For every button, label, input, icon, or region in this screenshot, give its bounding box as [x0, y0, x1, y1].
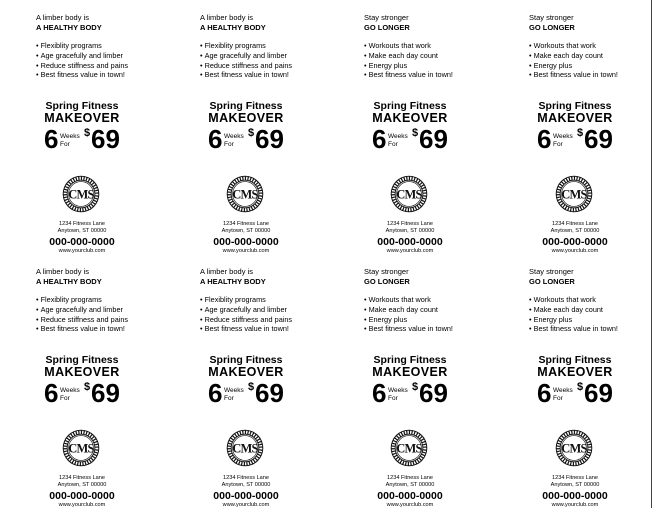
- street-address: 1234 Fitness Lane: [386, 221, 434, 227]
- weeks-for-label: [224, 387, 244, 402]
- benefit-item: • Age gracefully and limber: [36, 305, 128, 315]
- currency-symbol: $: [577, 381, 584, 393]
- price-amount: 69: [255, 124, 284, 154]
- price-amount: 69: [584, 378, 613, 408]
- benefit-item: • Workouts that work: [364, 41, 453, 51]
- street-address: 1234 Fitness Lane: [222, 475, 270, 481]
- phone-number: 000-000-0000: [377, 490, 443, 502]
- club-logo-icon: [62, 175, 100, 213]
- website-url: www.yourclub.com: [551, 502, 599, 508]
- weeks-for-label: [60, 133, 80, 148]
- promo-title: Spring Fitness: [538, 354, 612, 366]
- for-label: For: [553, 394, 563, 402]
- benefit-item: • Best fitness value in town!: [36, 324, 128, 334]
- weeks-for-label: [388, 133, 408, 148]
- weeks-label: Weeks: [388, 387, 408, 394]
- weeks-label: Weeks: [60, 387, 80, 394]
- logo-monogram: CMS: [396, 441, 422, 456]
- benefit-item: • Flexiblity programs: [200, 295, 292, 305]
- for-label: For: [60, 140, 70, 148]
- benefit-item: • Best fitness value in town!: [36, 70, 128, 80]
- street-address: 1234 Fitness Lane: [58, 221, 106, 227]
- for-label: For: [60, 394, 70, 402]
- phone-number: 000-000-0000: [542, 490, 608, 502]
- for-label: For: [388, 394, 398, 402]
- phone-number: 000-000-0000: [49, 236, 115, 248]
- street-address: 1234 Fitness Lane: [386, 475, 434, 481]
- club-logo: [62, 175, 100, 213]
- price-offer: [364, 126, 456, 152]
- promo-title: Spring Fitness: [45, 354, 119, 366]
- logo-monogram: CMS: [561, 441, 587, 456]
- city-line: Anytown, ST 00000: [57, 228, 107, 234]
- benefit-item: • Flexiblity programs: [36, 295, 128, 305]
- headline-line-2: A HEALTHY BODY: [36, 23, 102, 32]
- promo-block: [529, 100, 621, 152]
- city-line: Anytown, ST 00000: [385, 482, 435, 488]
- club-logo-icon: [555, 175, 593, 213]
- benefit-item: • Age gracefully and limber: [200, 305, 292, 315]
- website-url: www.yourclub.com: [58, 502, 106, 508]
- promo-subtitle: MAKEOVER: [372, 111, 448, 125]
- phone-number: 000-000-0000: [213, 236, 279, 248]
- street-address: 1234 Fitness Lane: [551, 475, 599, 481]
- benefit-list: [36, 295, 128, 334]
- benefit-item: • Energy plus: [529, 61, 618, 71]
- flyer-card: [36, 267, 196, 517]
- contact-block: [364, 221, 456, 255]
- benefit-item: • Age gracefully and limber: [36, 51, 128, 61]
- benefit-list: [364, 295, 453, 334]
- benefit-list: [200, 295, 292, 334]
- for-label: For: [224, 140, 234, 148]
- promo-title: Spring Fitness: [538, 100, 612, 112]
- headline-line-1: Stay stronger: [364, 267, 409, 276]
- promo-subtitle: MAKEOVER: [208, 111, 284, 125]
- weeks-number: 6: [44, 378, 59, 408]
- benefit-list: [529, 295, 618, 334]
- for-label: For: [553, 140, 563, 148]
- benefit-item: • Workouts that work: [364, 295, 453, 305]
- benefit-item: • Best fitness value in town!: [364, 70, 453, 80]
- currency-symbol: $: [412, 381, 419, 393]
- club-logo-icon: [555, 429, 593, 467]
- benefit-item: • Workouts that work: [529, 41, 618, 51]
- price-offer: [36, 126, 128, 152]
- city-line: Anytown, ST 00000: [550, 228, 600, 234]
- benefit-item: • Best fitness value in town!: [529, 324, 618, 334]
- promo-block: [36, 354, 128, 406]
- street-address: 1234 Fitness Lane: [551, 221, 599, 227]
- currency-symbol: $: [577, 127, 584, 139]
- weeks-number: 6: [372, 378, 387, 408]
- currency-symbol: $: [248, 127, 255, 139]
- promo-subtitle: MAKEOVER: [537, 365, 613, 379]
- benefit-list: [36, 41, 128, 80]
- club-logo-icon: [62, 429, 100, 467]
- promo-title: Spring Fitness: [45, 100, 119, 112]
- promo-block: [200, 100, 292, 152]
- contact-block: [529, 475, 621, 509]
- promo-block: [36, 100, 128, 152]
- promo-block: [364, 100, 456, 152]
- weeks-label: Weeks: [224, 387, 244, 394]
- currency-symbol: $: [248, 381, 255, 393]
- currency-symbol: $: [412, 127, 419, 139]
- benefit-item: • Energy plus: [364, 315, 453, 325]
- currency-symbol: $: [84, 127, 91, 139]
- benefit-item: • Best fitness value in town!: [529, 70, 618, 80]
- benefit-item: • Reduce stiffness and pains: [200, 315, 292, 325]
- logo-monogram: CMS: [232, 441, 258, 456]
- weeks-label: Weeks: [60, 133, 80, 140]
- headline-line-1: A limber body is: [36, 267, 89, 276]
- website-url: www.yourclub.com: [222, 502, 270, 508]
- price-offer: [529, 380, 621, 406]
- headline-line-2: A HEALTHY BODY: [200, 23, 266, 32]
- website-url: www.yourclub.com: [58, 248, 106, 254]
- promo-block: [364, 354, 456, 406]
- promo-title: Spring Fitness: [373, 100, 447, 112]
- headline-line-1: A limber body is: [200, 13, 253, 22]
- club-logo-icon: [390, 175, 428, 213]
- weeks-number: 6: [537, 124, 552, 154]
- flyer-card: [529, 13, 658, 263]
- benefit-item: • Flexiblity programs: [200, 41, 292, 51]
- headline-line-2: A HEALTHY BODY: [200, 277, 266, 286]
- promo-title: Spring Fitness: [209, 100, 283, 112]
- flyer-card: [364, 13, 524, 263]
- weeks-for-label: [60, 387, 80, 402]
- for-label: For: [224, 394, 234, 402]
- city-line: Anytown, ST 00000: [221, 228, 271, 234]
- city-line: Anytown, ST 00000: [550, 482, 600, 488]
- promo-subtitle: MAKEOVER: [537, 111, 613, 125]
- club-logo: [555, 429, 593, 467]
- benefit-item: • Make each day count: [364, 51, 453, 61]
- club-logo-icon: [226, 429, 264, 467]
- price-amount: 69: [91, 378, 120, 408]
- contact-block: [200, 221, 292, 255]
- price-offer: [200, 380, 292, 406]
- benefit-item: • Reduce stiffness and pains: [36, 315, 128, 325]
- promo-subtitle: MAKEOVER: [44, 111, 120, 125]
- benefit-item: • Energy plus: [364, 61, 453, 71]
- street-address: 1234 Fitness Lane: [58, 475, 106, 481]
- benefit-item: • Best fitness value in town!: [200, 70, 292, 80]
- contact-block: [36, 221, 128, 255]
- benefit-list: [364, 41, 453, 80]
- price-amount: 69: [91, 124, 120, 154]
- city-line: Anytown, ST 00000: [221, 482, 271, 488]
- weeks-for-label: [553, 387, 573, 402]
- street-address: 1234 Fitness Lane: [222, 221, 270, 227]
- price-offer: [364, 380, 456, 406]
- logo-monogram: CMS: [68, 187, 94, 202]
- club-logo: [390, 175, 428, 213]
- benefit-item: • Reduce stiffness and pains: [36, 61, 128, 71]
- price-amount: 69: [255, 378, 284, 408]
- headline-line-2: GO LONGER: [529, 277, 575, 286]
- flyer-card: [364, 267, 524, 517]
- city-line: Anytown, ST 00000: [385, 228, 435, 234]
- phone-number: 000-000-0000: [542, 236, 608, 248]
- weeks-number: 6: [537, 378, 552, 408]
- weeks-for-label: [224, 133, 244, 148]
- contact-block: [200, 475, 292, 509]
- weeks-for-label: [553, 133, 573, 148]
- price-amount: 69: [419, 124, 448, 154]
- weeks-label: Weeks: [553, 387, 573, 394]
- phone-number: 000-000-0000: [49, 490, 115, 502]
- promo-block: [200, 354, 292, 406]
- headline-line-1: Stay stronger: [529, 267, 574, 276]
- benefit-item: • Best fitness value in town!: [200, 324, 292, 334]
- flyer-card: [529, 267, 658, 517]
- headline-line-2: A HEALTHY BODY: [36, 277, 102, 286]
- price-amount: 69: [419, 378, 448, 408]
- phone-number: 000-000-0000: [213, 490, 279, 502]
- promo-block: [529, 354, 621, 406]
- promo-subtitle: MAKEOVER: [208, 365, 284, 379]
- benefit-item: • Workouts that work: [529, 295, 618, 305]
- flyer-card: [36, 13, 196, 263]
- headline-line-1: Stay stronger: [529, 13, 574, 22]
- logo-monogram: CMS: [396, 187, 422, 202]
- website-url: www.yourclub.com: [386, 502, 434, 508]
- benefit-item: • Reduce stiffness and pains: [200, 61, 292, 71]
- weeks-number: 6: [372, 124, 387, 154]
- city-line: Anytown, ST 00000: [57, 482, 107, 488]
- logo-monogram: CMS: [68, 441, 94, 456]
- benefit-item: • Best fitness value in town!: [364, 324, 453, 334]
- weeks-number: 6: [44, 124, 59, 154]
- currency-symbol: $: [84, 381, 91, 393]
- weeks-number: 6: [208, 124, 223, 154]
- flyer-card: [200, 13, 360, 263]
- promo-subtitle: MAKEOVER: [44, 365, 120, 379]
- headline-line-1: A limber body is: [36, 13, 89, 22]
- club-logo: [555, 175, 593, 213]
- benefit-list: [200, 41, 292, 80]
- club-logo: [226, 429, 264, 467]
- benefit-item: • Flexiblity programs: [36, 41, 128, 51]
- logo-monogram: CMS: [232, 187, 258, 202]
- benefit-item: • Make each day count: [364, 305, 453, 315]
- website-url: www.yourclub.com: [386, 248, 434, 254]
- weeks-label: Weeks: [553, 133, 573, 140]
- benefit-item: • Age gracefully and limber: [200, 51, 292, 61]
- headline-line-1: A limber body is: [200, 267, 253, 276]
- contact-block: [529, 221, 621, 255]
- promo-title: Spring Fitness: [373, 354, 447, 366]
- for-label: For: [388, 140, 398, 148]
- promo-subtitle: MAKEOVER: [372, 365, 448, 379]
- club-logo-icon: [226, 175, 264, 213]
- club-logo: [390, 429, 428, 467]
- headline-line-1: Stay stronger: [364, 13, 409, 22]
- benefit-item: • Make each day count: [529, 305, 618, 315]
- weeks-label: Weeks: [224, 133, 244, 140]
- price-offer: [529, 126, 621, 152]
- club-logo: [226, 175, 264, 213]
- promo-title: Spring Fitness: [209, 354, 283, 366]
- website-url: www.yourclub.com: [222, 248, 270, 254]
- logo-monogram: CMS: [561, 187, 587, 202]
- headline-line-2: GO LONGER: [529, 23, 575, 32]
- benefit-list: [529, 41, 618, 80]
- benefit-item: • Make each day count: [529, 51, 618, 61]
- price-offer: [200, 126, 292, 152]
- website-url: www.yourclub.com: [551, 248, 599, 254]
- headline-line-2: GO LONGER: [364, 277, 410, 286]
- contact-block: [36, 475, 128, 509]
- club-logo: [62, 429, 100, 467]
- headline-line-2: GO LONGER: [364, 23, 410, 32]
- weeks-number: 6: [208, 378, 223, 408]
- phone-number: 000-000-0000: [377, 236, 443, 248]
- weeks-for-label: [388, 387, 408, 402]
- price-offer: [36, 380, 128, 406]
- contact-block: [364, 475, 456, 509]
- benefit-item: • Energy plus: [529, 315, 618, 325]
- price-amount: 69: [584, 124, 613, 154]
- flyer-card: [200, 267, 360, 517]
- club-logo-icon: [390, 429, 428, 467]
- weeks-label: Weeks: [388, 133, 408, 140]
